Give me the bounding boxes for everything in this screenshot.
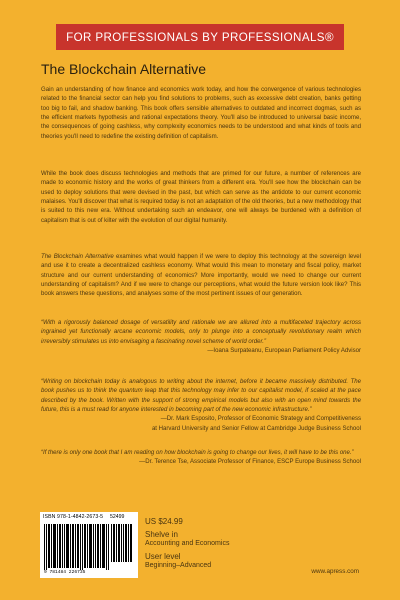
- quote-1-attribution: —Ioana Surpateanu, European Parliament Policy Advisor: [207, 348, 361, 355]
- description-paragraph-1: Gain an understanding of how finance and economics work today, and how the convergence of various technologies related to the financial sector can help you find solutions to problems, such as excessive debt creation, banks getting too big to fail, and shadow banking. This book offers sensible alternatives to outdated and incorrect dogmas, such as the efficient markets hypothesis and rational expectations theory. You'll also be introduced to universal basic income, the consequences of going cashless, why complexity economics needs to be understood and what kinds of tools and theories you'll need to redefine the existing definition of capitalism.: [41, 87, 361, 140]
- endorsement-quote-2: [41, 378, 361, 434]
- retail-info: [145, 517, 229, 570]
- barcode-icon: [44, 524, 134, 570]
- series-banner: FOR PROFESSIONALS BY PROFESSIONALS®: [56, 24, 344, 50]
- user-level-value: Beginning–Advanced: [145, 562, 212, 569]
- quote-3-text: “If there is only one book that I am reading on how blockchain is going to change our lives, it will have to be this one.”: [41, 450, 354, 456]
- price: US $24.99: [145, 517, 183, 526]
- quote-2-attribution-line-1: —Dr. Mark Esposito, Professor of Economic Strategy and Competitiveness: [160, 416, 361, 423]
- paragraph-3-body: examines what would happen if we were to deploy this technology at the sovereign level and use it to create a decentralized cashless economy. What would this mean to monetary and fiscal policy, market structure and our current understanding of economics? More importantly, would we need to change our current understanding of capitalism? And if we were to change our perceptions, what would the future version look like? This book answers these questions, and analyses some of the most pertinent issues of our generation.: [41, 254, 361, 298]
- barcode-panel: [40, 512, 138, 578]
- quote-3-attribution: —Dr. Terence Tse, Associate Professor of Finance, ESCP Europe Business School: [139, 459, 361, 466]
- shelve-label: Shelve in: [145, 530, 178, 539]
- publisher-website: www.apress.com: [311, 568, 359, 575]
- user-level-label: User level: [145, 552, 181, 561]
- description-paragraph-3: [41, 253, 361, 300]
- inline-book-title: The Blockchain Alternative: [41, 254, 114, 260]
- quote-2-attribution-line-2: at Harvard University and Senior Fellow at Cambridge Judge Business School: [151, 425, 361, 432]
- description-paragraph-2: While the book does discuss technologies and methods that are primed for our future, a number of references are made to economic history and the works of great thinkers from a different era. You'll see how the blockchain can be used to deploy solutions that were devised in the past, but which can serve as the antidote to our current economic malaises. You'll discover that what is required today is not an adaptation of the old theories, but a new methodology that is suited to this new era. Without undertaking such an endeavor, one will always be burdened with a definition of capitalism that is out of kilter with the evolution of our digital humanity.: [41, 171, 361, 224]
- quote-1-text: “With a rigorously balanced dosage of versatility and rationale we are allured into a multifaceted trajectory across ingrained yet functionally arcane economic models, only to plunge into a conceptually revolutionary realm which irreversibly stimulates us into envisaging a fascinating novel scheme of world order.”: [41, 320, 361, 345]
- barcode-number: 9 781484 226735: [44, 570, 86, 575]
- quote-2-text: “Writing on blockchain today is analogous to writing about the internet, before it became massively distributed. The book pushes us to think the quantum leap that this technology may infer to our capitalist model, if scaled at the pace described by the book. Written with the support of strong empirical models but also with an open mind towards the future, this is a must read for anyone interested in becoming part of the new economic infrastructure.”: [41, 379, 361, 414]
- price-code-label: 52499: [110, 514, 125, 520]
- endorsement-quote-1: [41, 319, 361, 356]
- book-title: The Blockchain Alternative: [41, 61, 206, 77]
- isbn-label: ISBN 978-1-4842-2673-5: [43, 514, 104, 520]
- endorsement-quote-3: [41, 449, 361, 468]
- shelve-value: Accounting and Economics: [145, 540, 230, 547]
